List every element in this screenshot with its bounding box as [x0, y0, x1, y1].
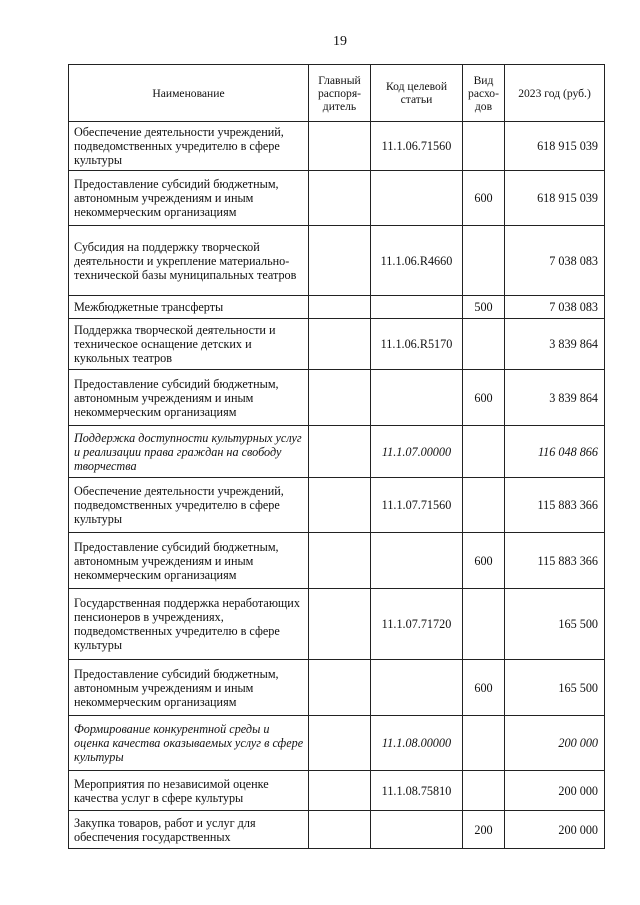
row-admin [309, 426, 371, 478]
row-type: 600 [463, 660, 505, 716]
row-amount: 7 038 083 [505, 296, 605, 319]
row-amount: 3 839 864 [505, 370, 605, 426]
row-code [371, 370, 463, 426]
row-name: Предоставление субсидий бюджетным, автономным учреждениям и иным некоммерческим организациям [69, 171, 309, 226]
header-name: Наименование [69, 65, 309, 122]
row-amount: 7 038 083 [505, 226, 605, 296]
budget-table [68, 64, 605, 849]
row-admin [309, 478, 371, 533]
table-row [69, 226, 605, 296]
table-row [69, 426, 605, 478]
row-admin [309, 171, 371, 226]
table-row [69, 533, 605, 589]
table-row [69, 296, 605, 319]
row-code: 11.1.08.75810 [371, 771, 463, 811]
row-name: Предоставление субсидий бюджетным, автономным учреждениям и иным некоммерческим организациям [69, 660, 309, 716]
row-type: 200 [463, 811, 505, 849]
row-code: 11.1.08.00000 [371, 716, 463, 771]
row-code [371, 296, 463, 319]
row-type [463, 716, 505, 771]
row-type [463, 478, 505, 533]
row-name: Обеспечение деятельности учреждений, подведомственных учредителю в сфере культуры [69, 478, 309, 533]
row-amount: 618 915 039 [505, 122, 605, 171]
row-name: Обеспечение деятельности учреждений, подведомственных учредителю в сфере культуры [69, 122, 309, 171]
row-name: Мероприятия по независимой оценке качества услуг в сфере культуры [69, 771, 309, 811]
row-name: Межбюджетные трансферты [69, 296, 309, 319]
row-code: 11.1.07.71720 [371, 589, 463, 660]
row-code: 11.1.07.00000 [371, 426, 463, 478]
row-name: Поддержка доступности культурных услуг и реализации права граждан на свободу творчества [69, 426, 309, 478]
row-name: Государственная поддержка неработающих пенсионеров в учреждениях, подведомственных учредителю в сфере культуры [69, 589, 309, 660]
row-admin [309, 296, 371, 319]
row-name: Субсидия на поддержку творческой деятельности и укрепление материально-технической базы муниципальных театров [69, 226, 309, 296]
table-row [69, 811, 605, 849]
header-admin: Главный распоря-дитель [309, 65, 371, 122]
row-amount: 116 048 866 [505, 426, 605, 478]
row-admin [309, 122, 371, 171]
row-admin [309, 660, 371, 716]
row-name: Предоставление субсидий бюджетным, автономным учреждениям и иным некоммерческим организациям [69, 533, 309, 589]
row-amount: 165 500 [505, 589, 605, 660]
table-header-row [69, 65, 605, 122]
header-code: Код целевой статьи [371, 65, 463, 122]
row-type [463, 226, 505, 296]
table-row [69, 319, 605, 370]
row-amount: 200 000 [505, 811, 605, 849]
table-row [69, 589, 605, 660]
table-row [69, 478, 605, 533]
row-type [463, 589, 505, 660]
table-row [69, 122, 605, 171]
table-row [69, 370, 605, 426]
table-body [69, 122, 605, 849]
row-code: 11.1.07.71560 [371, 478, 463, 533]
row-admin [309, 771, 371, 811]
row-amount: 200 000 [505, 716, 605, 771]
row-code: 11.1.06.R4660 [371, 226, 463, 296]
header-amount: 2023 год (руб.) [505, 65, 605, 122]
table-row [69, 716, 605, 771]
row-code: 11.1.06.71560 [371, 122, 463, 171]
row-code: 11.1.06.R5170 [371, 319, 463, 370]
row-type: 500 [463, 296, 505, 319]
row-name: Поддержка творческой деятельности и техническое оснащение детских и кукольных театров [69, 319, 309, 370]
row-admin [309, 319, 371, 370]
row-name: Закупка товаров, работ и услуг для обеспечения государственных [69, 811, 309, 849]
row-admin [309, 370, 371, 426]
row-type [463, 771, 505, 811]
header-type: Вид расхо-дов [463, 65, 505, 122]
row-code [371, 533, 463, 589]
row-amount: 3 839 864 [505, 319, 605, 370]
row-type: 600 [463, 533, 505, 589]
row-amount: 200 000 [505, 771, 605, 811]
row-code [371, 811, 463, 849]
row-admin [309, 811, 371, 849]
table-row [69, 171, 605, 226]
page-number: 19 [333, 34, 347, 49]
row-admin [309, 533, 371, 589]
row-admin [309, 589, 371, 660]
row-amount: 115 883 366 [505, 478, 605, 533]
table-row [69, 771, 605, 811]
row-type [463, 426, 505, 478]
row-name: Предоставление субсидий бюджетным, автономным учреждениям и иным некоммерческим организациям [69, 370, 309, 426]
row-type [463, 319, 505, 370]
row-type: 600 [463, 370, 505, 426]
row-amount: 618 915 039 [505, 171, 605, 226]
row-type [463, 122, 505, 171]
row-amount: 165 500 [505, 660, 605, 716]
row-admin [309, 226, 371, 296]
row-amount: 115 883 366 [505, 533, 605, 589]
row-type: 600 [463, 171, 505, 226]
row-code [371, 171, 463, 226]
row-admin [309, 716, 371, 771]
row-code [371, 660, 463, 716]
table-row [69, 660, 605, 716]
row-name: Формирование конкурентной среды и оценка качества оказываемых услуг в сфере культуры [69, 716, 309, 771]
